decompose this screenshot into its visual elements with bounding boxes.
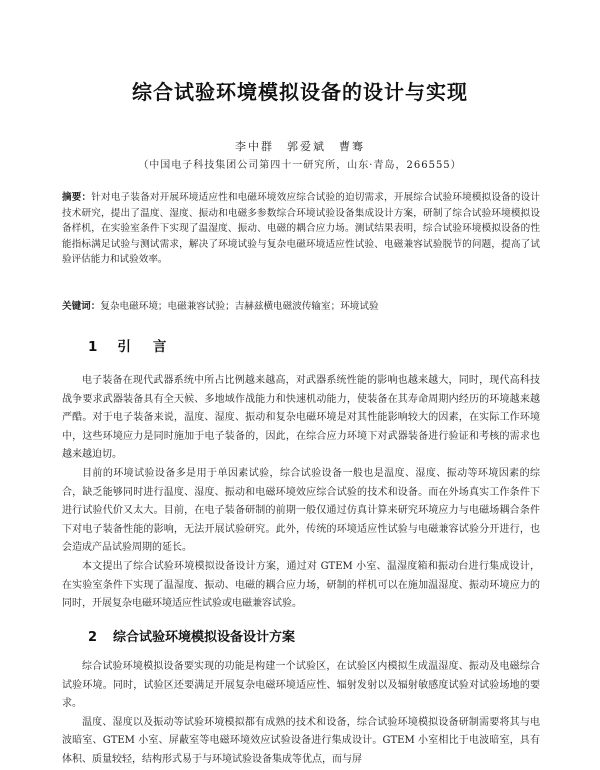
abstract-text: 针对电子装备对开展环境适应性和电磁环境效应综合试验的迫切需求，开展综合试验环境模拟设备的设计技术研究，提出了温度、湿度、振动和电磁多参数综合环境试验设备集成设计方案，研制了综合试验环境模拟设备样机，在实验室条件下实现了温湿度、振动、电磁的耦合应力场。测试结果表明，综合试验环境模拟设备的性能指标满足试验与测试需求，解决了环境试验与复杂电磁环境适应性试验、电磁兼容试验脱节的问题，提高了试验评估能力和试验效率。 — [62, 192, 541, 265]
section-1-body — [62, 372, 540, 614]
paper-title: 综合试验环境模拟设备的设计与实现 — [132, 80, 468, 104]
section-1-title-part1: 引 — [117, 339, 131, 355]
section-2-body — [62, 658, 540, 770]
section-1-title-part2: 言 — [152, 339, 167, 355]
section-1-heading — [88, 335, 166, 355]
section-2-title: 综合试验环境模拟设备设计方案 — [113, 630, 296, 645]
author-list: 李中群 郭爱斌 曹骞 — [235, 140, 365, 153]
section-2-heading — [88, 626, 295, 645]
author-affiliation: （中国电子科技集团公司第四十一研究所，山东·青岛，266555） — [138, 160, 462, 171]
paragraph: 目前的环境试验设备多是用于单因素试验，综合试验设备一般也是温度、湿度、振动等环境因素的综合，缺乏能够同时进行温度、湿度、振动和电磁环境效应综合试验的技术和设备。而在外场真实工作条件下进行试验代价又太大。目前，在电子装备研制的前期一般仅通过仿真计算来研究环境应力与电磁场耦合条件下对电子装备性能的影响，无法开展试验研究。此外，传统的环境适应性试验与电磁兼容试验分开进行，也会造成产品试验周期的延长。 — [62, 467, 540, 554]
paragraph: 本文提出了综合试验环境模拟设备设计方案，通过对 GTEM 小室、温湿度箱和振动台进行集成设计，在实验室条件下实现了温湿度、振动、电磁的耦合应力场，研制的样机可以在施加温湿度、振动环境应力的同时，开展复杂电磁环境适应性试验或电磁兼容试验。 — [62, 560, 540, 610]
section-2-number: 2 — [88, 630, 98, 645]
keywords-label: 关键词： — [62, 301, 101, 312]
abstract-label: 摘要： — [62, 192, 92, 203]
keywords — [62, 299, 540, 314]
section-1-number: 1 — [88, 339, 98, 355]
keywords-text: 复杂电磁环境；电磁兼容试验；吉赫兹横电磁波传输室；环境试验 — [100, 301, 379, 312]
paragraph: 综合试验环境模拟设备要实现的功能是构建一个试验区，在试验区内模拟生成温湿度、振动及电磁综合试验环境。同时，试验区还要满足开展复杂电磁环境适应性、辐射发射以及辐射敏感度试验对试验场地的要求。 — [62, 661, 540, 710]
abstract — [62, 190, 540, 268]
paragraph: 温度、湿度以及振动等试验环境模拟都有成熟的技术和设备，综合试验环境模拟设备研制需要将其与电波暗室、GTEM 小室、屏蔽室等电磁环境效应试验设备进行集成设计。GTEM 小室相比于电波暗室，具有体积、质量较轻，结构形式易于与环境试验设备集成等优点，而与屏 — [62, 716, 540, 765]
paragraph: 电子装备在现代武器系统中所占比例越来越高，对武器系统性能的影响也越来越大，同时，现代高科技战争要求武器装备具有全天候、多地域作战能力和快速机动能力，使装备在其寿命周期内经历的环境越来越严酷。对于电子装备来说，温度、湿度、振动和复杂电磁环境是对其性能影响较大的因素，在实际工作环境中，这些环境应力是同时施加于电子装备的，因此，在综合应力环境下对武器装备进行验证和考核的需求也越来越迫切。 — [62, 375, 540, 461]
